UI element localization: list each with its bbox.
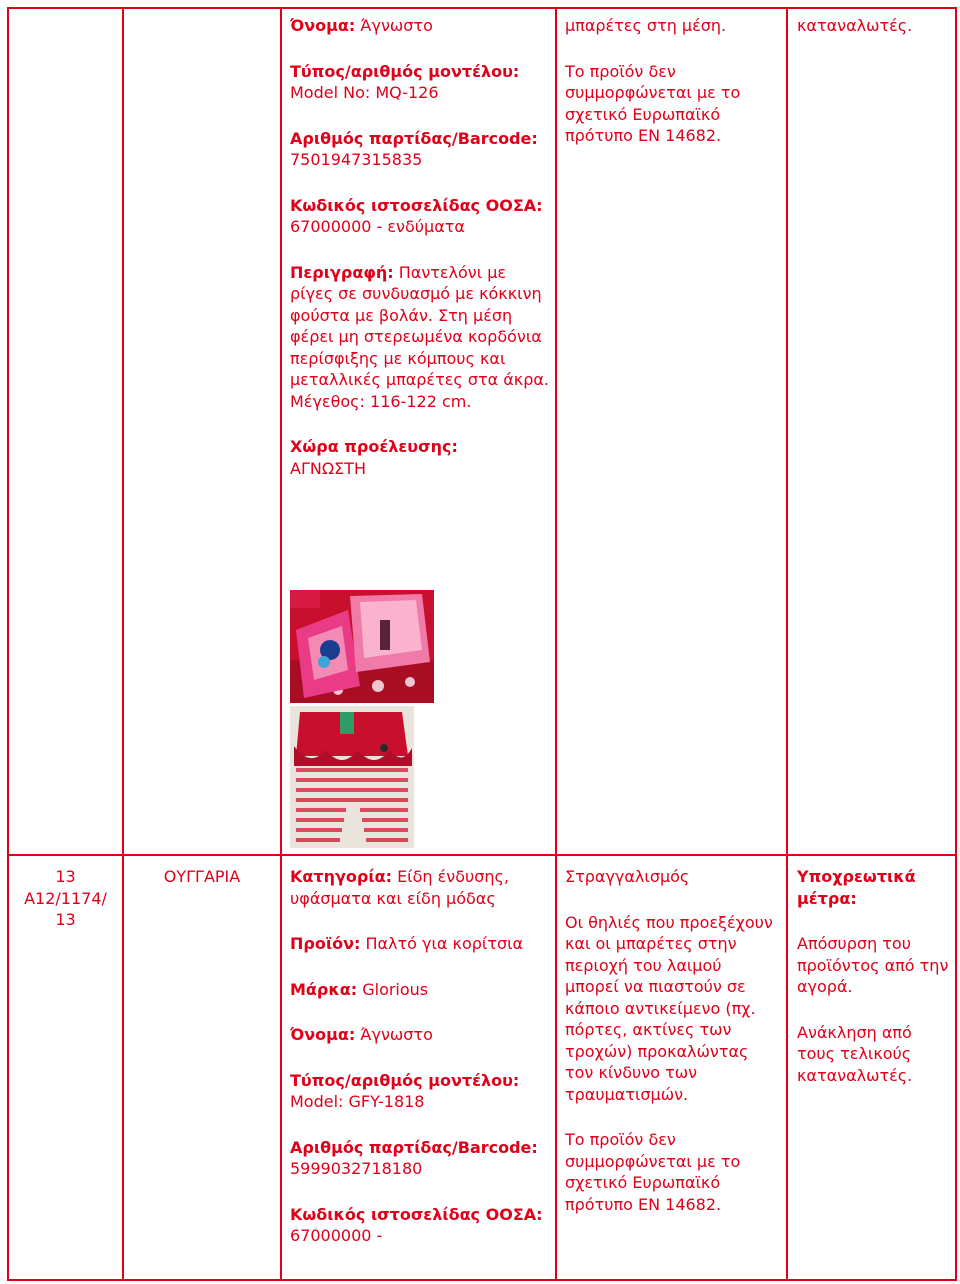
product-photo-item bbox=[290, 706, 414, 848]
top-barcode: Αριθμός παρτίδας/Barcode: 7501947315835 bbox=[290, 128, 538, 169]
col-divider-4 bbox=[786, 7, 788, 1281]
entry-number: 13 bbox=[55, 867, 76, 886]
risk-type: Στραγγαλισμός bbox=[565, 867, 690, 886]
measures-title: Υποχρεωτικά μέτρα: bbox=[797, 867, 916, 908]
top-oosa: Κωδικός ιστοσελίδας ΟΟΣΑ: 67000000 - ενδύματα bbox=[290, 195, 543, 236]
top-measures-tail: καταναλωτές. bbox=[797, 16, 913, 35]
top-product-cell bbox=[290, 15, 552, 503]
row-divider bbox=[7, 854, 957, 856]
table-border-top bbox=[7, 7, 957, 9]
product-photo-packaging bbox=[290, 590, 434, 703]
risk-standard: Το προϊόν δεν συμμορφώνεται με το σχετικό Ευρωπαϊκό πρότυπο ΕΝ 14682. bbox=[565, 1130, 741, 1214]
risk-description: Οι θηλιές που προεξέχουν και οι μπαρέτες στην περιοχή του λαιμού μπορεί να πιαστούν σε κάποιο αντικείμενο (πχ. πόρτες, ακτίνες των τροχών) προκαλώντας τον κίνδυνο των τραυματισμών. bbox=[565, 912, 773, 1104]
main-risk-cell bbox=[565, 866, 780, 1239]
entry-ref: A12/1174/ 13 bbox=[24, 888, 107, 929]
top-measures-cell bbox=[797, 15, 949, 61]
col-divider-3 bbox=[555, 7, 557, 1281]
top-model: Τύπος/αριθμός μοντέλου: Model No: MQ-126 bbox=[290, 61, 520, 102]
main-measures-cell bbox=[797, 866, 949, 1110]
measures-recall: Ανάκληση από τους τελικούς καταναλωτές. bbox=[797, 1022, 913, 1085]
top-risk-tail: μπαρέτες στη μέση. bbox=[565, 16, 727, 35]
table-border-bottom bbox=[7, 1279, 957, 1281]
main-name: Όνομα: Άγνωστο bbox=[290, 1025, 433, 1044]
table-border-left bbox=[7, 7, 9, 1281]
country-cell bbox=[124, 866, 280, 888]
table-border-right bbox=[955, 7, 957, 1281]
top-name: Όνομα: Άγνωστο bbox=[290, 16, 433, 35]
top-risk-cell bbox=[565, 15, 780, 171]
main-oosa: Κωδικός ιστοσελίδας ΟΟΣΑ: 67000000 - bbox=[290, 1204, 543, 1245]
main-model: Τύπος/αριθμός μοντέλου: Model: GFY-1818 bbox=[290, 1070, 520, 1111]
top-description: Περιγραφή: Παντελόνι με ρίγες σε συνδυασμό με κόκκινη φούστα με βολάν. Στη μέση φέρει μη στερεωμένα κορδόνια περίσφιξης με κόμπους και μεταλλικές μπαρέτες στα άκρα. Μέγεθος: 116-122 cm. bbox=[290, 262, 550, 411]
top-origin: Χώρα προέλευσης: ΑΓΝΩΣΤΗ bbox=[290, 437, 458, 478]
country: ΟΥΓΓΑΡΙΑ bbox=[163, 867, 241, 886]
measures-withdrawal: Απόσυρση του προϊόντος από την αγορά. bbox=[797, 934, 949, 996]
main-category: Κατηγορία: Είδη ένδυσης, υφάσματα και είδη μόδας bbox=[290, 867, 509, 908]
col-divider-2 bbox=[280, 7, 282, 1281]
top-risk-standard: Το προϊόν δεν συμμορφώνεται με το σχετικό Ευρωπαϊκό πρότυπο ΕΝ 14682. bbox=[565, 61, 741, 145]
main-product: Προϊόν: Παλτό για κορίτσια bbox=[290, 934, 524, 953]
main-product-cell bbox=[290, 866, 552, 1271]
col-divider-1 bbox=[122, 7, 124, 1281]
entry-number-cell bbox=[9, 866, 122, 931]
main-barcode: Αριθμός παρτίδας/Barcode: 5999032718180 bbox=[290, 1137, 538, 1178]
main-brand: Μάρκα: Glorious bbox=[290, 979, 429, 999]
